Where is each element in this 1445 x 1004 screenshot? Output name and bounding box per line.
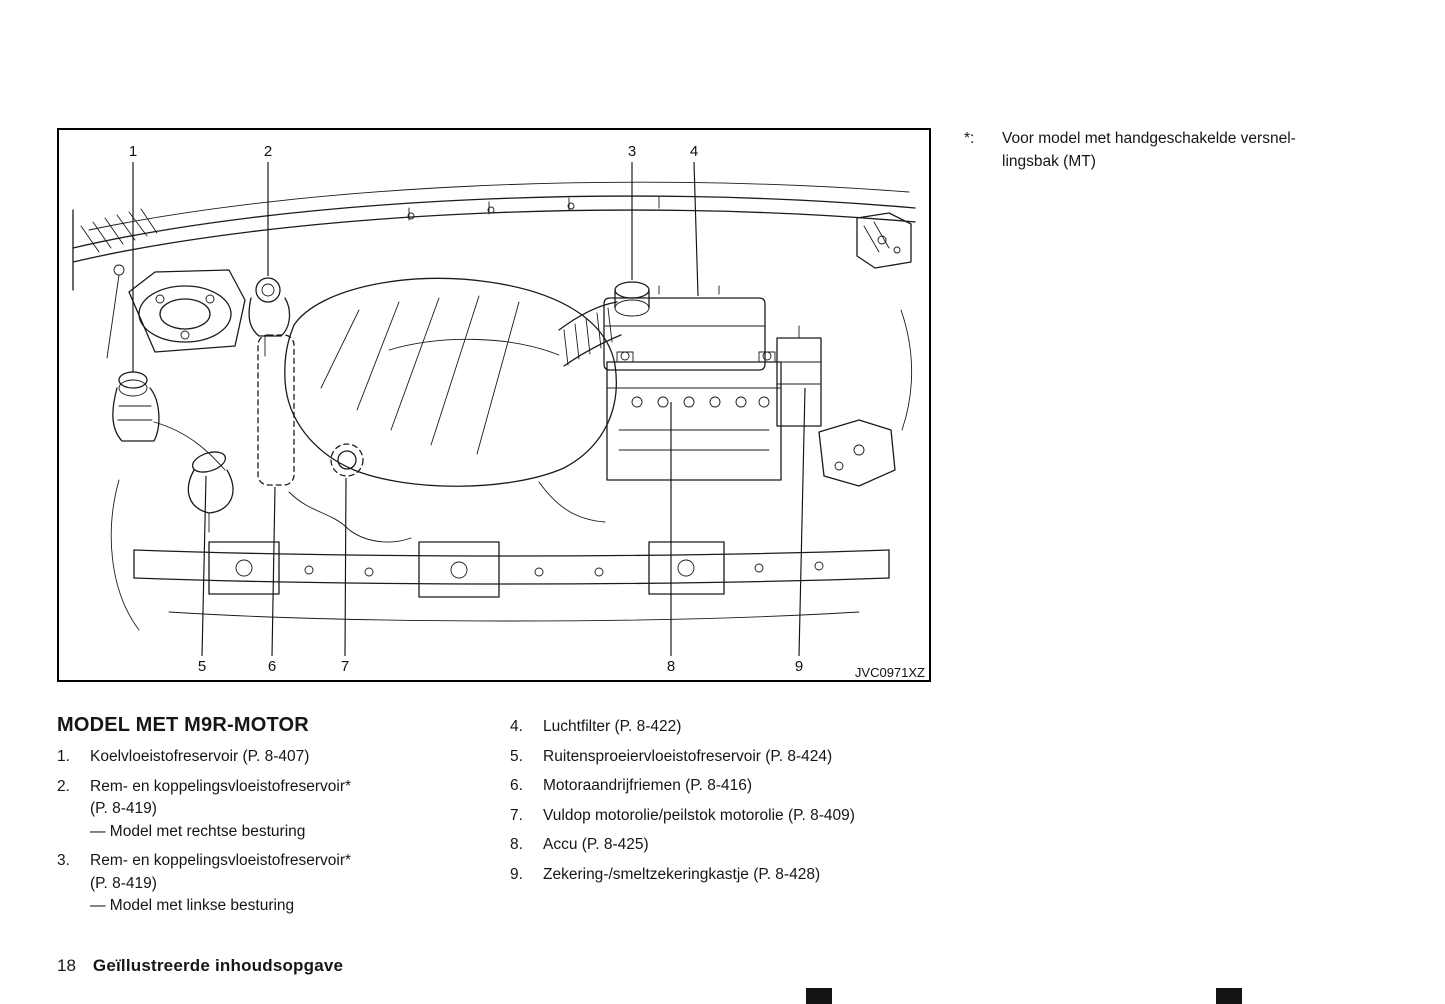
legend-item-3 bbox=[57, 850, 487, 918]
drive-belt-area bbox=[258, 335, 294, 485]
legend-item-9 bbox=[510, 864, 970, 887]
legend-right-column bbox=[510, 716, 970, 893]
callout-2: 2 bbox=[263, 143, 273, 160]
strut-tower bbox=[129, 270, 245, 352]
binding-tab-1 bbox=[806, 988, 832, 1004]
engine-diagram-figure bbox=[57, 128, 931, 682]
footnote bbox=[964, 127, 1374, 173]
legend-item-text: Rem- en koppelingsvloeistofreservoir* (P. 8-419) — Model met linkse besturing bbox=[90, 852, 352, 914]
legend-item-number: 7. bbox=[510, 806, 523, 824]
legend-item-number: 8. bbox=[510, 836, 523, 853]
right-bracket bbox=[857, 213, 912, 430]
page-footer bbox=[57, 956, 343, 976]
legend-item-2 bbox=[57, 776, 487, 844]
callout-8: 8 bbox=[666, 658, 676, 675]
legend-item-number: 4. bbox=[510, 718, 523, 735]
cowl-panel bbox=[73, 182, 915, 262]
air-filter-housing bbox=[604, 286, 765, 370]
legend-item-8 bbox=[510, 834, 970, 857]
legend-item-6 bbox=[510, 775, 970, 798]
legend-item-number: 6. bbox=[510, 777, 523, 794]
legend-item-5 bbox=[510, 746, 970, 769]
footnote-text: Voor model met handgeschakelde versnel- lingsbak (MT) bbox=[1002, 130, 1296, 170]
legend-item-number: 2. bbox=[57, 777, 70, 795]
callout-7: 7 bbox=[340, 658, 350, 675]
fuse-box bbox=[777, 326, 821, 426]
legend-item-text: Rem- en koppelingsvloeistofreservoir* (P. 8-419) — Model met rechtse besturing bbox=[90, 777, 352, 840]
legend-item-number: 5. bbox=[510, 747, 523, 765]
callout-1: 1 bbox=[128, 143, 138, 160]
legend-item-text: Ruitensproeiervloeistofreservoir (P. 8-424) bbox=[543, 747, 833, 765]
left-pillar-hatch bbox=[73, 209, 157, 358]
footnote-marker: *: bbox=[964, 130, 975, 147]
callout-9: 9 bbox=[794, 658, 804, 675]
engine-cover bbox=[285, 278, 617, 486]
callout-leaders bbox=[133, 162, 805, 656]
footer-chapter-title: Geïllustreerde inhoudsopgave bbox=[92, 956, 344, 975]
legend-item-7 bbox=[510, 805, 970, 828]
callout-6: 6 bbox=[267, 658, 277, 675]
legend-item-text: Zekering-/smeltzekeringkastje (P. 8-428) bbox=[543, 865, 821, 883]
callout-5: 5 bbox=[197, 658, 207, 675]
front-frame bbox=[134, 542, 889, 621]
legend-item-4 bbox=[510, 716, 970, 739]
brake-fluid-reservoir bbox=[249, 278, 289, 356]
figure-code: JVC0971XZ bbox=[854, 665, 925, 680]
legend-item-1 bbox=[57, 746, 487, 769]
legend-left-column bbox=[57, 746, 487, 925]
callout-4: 4 bbox=[689, 143, 699, 160]
coolant-reservoir bbox=[113, 372, 225, 470]
intake-duct bbox=[559, 302, 621, 366]
legend-item-text: Koelvloeistofreservoir (P. 8-407) bbox=[90, 748, 310, 765]
page-number: 18 bbox=[57, 956, 76, 975]
legend-item-text: Vuldop motorolie/peilstok motorolie (P. 8-409) bbox=[543, 806, 855, 824]
section-title: MODEL MET M9R-MOTOR bbox=[57, 714, 309, 736]
legend-item-number: 1. bbox=[57, 748, 70, 765]
engine-mount-bracket bbox=[819, 420, 895, 486]
legend-item-text: Motoraandrijfriemen (P. 8-416) bbox=[543, 777, 753, 794]
legend-item-number: 9. bbox=[510, 865, 523, 883]
engine-line-art bbox=[59, 130, 929, 680]
legend-item-text: Accu (P. 8-425) bbox=[543, 836, 649, 853]
callout-3: 3 bbox=[627, 143, 637, 160]
battery bbox=[607, 352, 781, 480]
washer-reservoir bbox=[188, 448, 233, 532]
legend-item-number: 3. bbox=[57, 852, 70, 869]
air-cleaner-cap bbox=[615, 282, 649, 316]
binding-tab-2 bbox=[1216, 988, 1242, 1004]
legend-item-text: Luchtfilter (P. 8-422) bbox=[543, 718, 682, 735]
